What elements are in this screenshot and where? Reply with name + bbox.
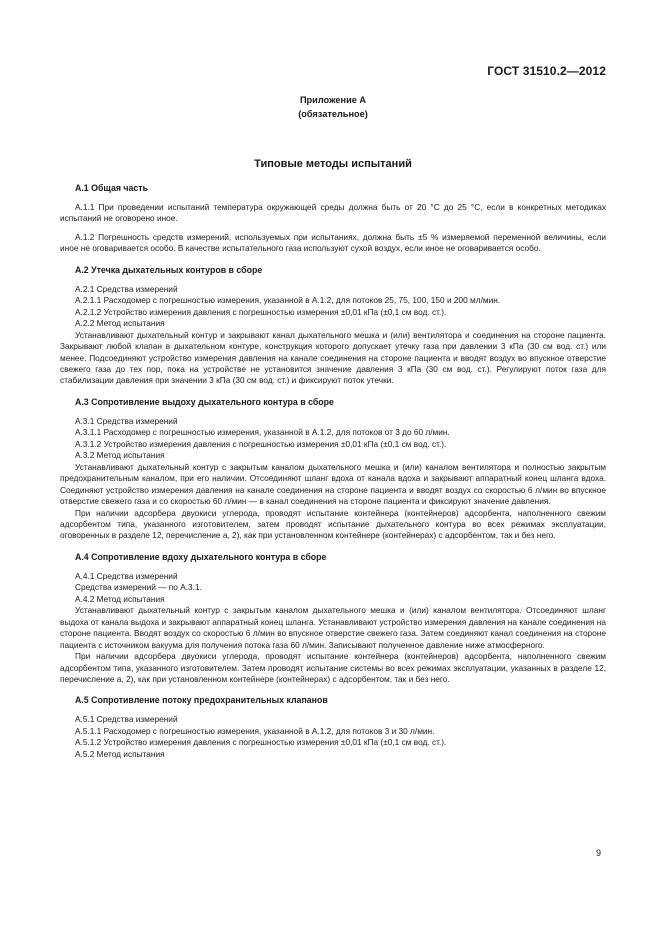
paragraph-a5-3: А.5.1.2 Устройство измерения давления с погрешностью измерения ±0,01 кПа (±0,1 см вод. ст.). <box>75 737 447 748</box>
paragraph-a4-3: А.4.2 Метод испытания <box>75 593 165 604</box>
paragraph-a5-2: А.5.1.1 Расходомер с погрешностью измерения, указанной в А.1.2, для потоков 3 и 30 л/мин. <box>75 725 435 736</box>
paragraph-a3-5: Устанавливают дыхательный контур с закрытым каналом дыхательного мешка и (или) каналом вентилятора и полностью закрытым предохранительным каналом, при его наличии. Отсоединяют шланг вдоха от канала вдоха и закрывают аппаратный конец шланга вдоха. Соединяют устройство измерения давления на канале соединения на стороне пациента и вводят воздух со скоростью 6 л/мин во впускное отверстие свежего газа и со скоростью 60 л/мин — в канал соединения на стороне пациента и фиксируют значение давления. <box>60 461 606 507</box>
page-number: 9 <box>595 848 601 858</box>
paragraph-a1-2: А.1.2 Погрешность средств измерений, используемых при испытаниях, должна быть ±5 % измеряемой переменной величины, если иное не оговаривается особо. В качестве испытательного газа используют сухой воздух, если иное не оговаривается особо. <box>60 231 606 254</box>
paragraph-a2-3: А.2.1.2 Устройство измерения давления с погрешностью измерения ±0,01 кПа (±0,1 см вод. ст.). <box>75 306 447 317</box>
paragraph-a5-4: А.5.2 Метод испытания <box>75 748 165 759</box>
paragraph-a1-1: А.1.1 При проведении испытаний температура окружающей среды должна быть от 20 °С до 25 °С, если в конкретных методиках испытаний не оговорено иное. <box>60 202 606 224</box>
paragraph-a2-5: Устанавливают дыхательный контур и закрывают канал дыхательного мешка и (или) вентилятора и соединения на стороне пациента. Закрывают любой клапан в дыхательном контуре, конструкция которого допускает утечку газа при давлении 3 кПа (30 см вод. ст.) или менее. Подсоединяют устройство измерения давления на канале соединения на стороне пациента и вводят воздух во впускное отверстие свежего газа до тех пор, пока на устройстве не установится значение давления 3 кПа (30 см вод. ст.). Регулируют поток газа для стабилизации давления при значении 3 кПа (30 см вод. ст.) и фиксируют поток утечки. <box>60 329 606 386</box>
section-heading-a1: А.1 Общая часть <box>75 183 149 193</box>
appendix-title: Приложение А <box>299 95 367 105</box>
appendix-status: (обязательное) <box>298 109 368 119</box>
paragraph-a3-4: А.3.2 Метод испытания <box>75 450 165 461</box>
appendix-header <box>60 93 606 121</box>
paragraph-a3-2: А.3.1.1 Расходомер с погрешностью измерения, указанной в А.1.2, для потоков от 3 до 60 л/мин. <box>75 427 450 438</box>
document-code: ГОСТ 31510.2—2012 <box>487 64 606 78</box>
section-heading-a4: А.4 Сопротивление вдоху дыхательного контура в сборе <box>75 551 327 562</box>
document-body <box>60 183 606 760</box>
paragraph-a3-1: А.3.1 Средства измерений <box>75 415 178 426</box>
paragraph-a4-4: Устанавливают дыхательный контур с закрытым каналом дыхательного мешка и (или) каналом вентилятора. Отсоединяют шланг выдоха от канала выдоха и закрывают аппаратный конец шланга. Устанавливают устройство измерения давления на канале соединения на стороне пациента. Вводят воздух со скоростью 6 л/мин во впускное отверстие свежего газа. Затем соединяют канал соединения на стороне пациента с источником вакуума для получения потока газа 60 л/мин. Записывают полученное давление ниже атмосферного. <box>60 605 606 650</box>
document-page <box>60 0 606 936</box>
paragraph-a4-2: Средства измерений — по А.3.1. <box>75 582 202 593</box>
section-heading-a5: А.5 Сопротивление потоку предохранительных клапанов <box>75 695 328 706</box>
section-heading-a3: А.3 Сопротивление выдоху дыхательного контура в сборе <box>75 396 334 407</box>
section-heading-a2: А.2 Утечка дыхательных контуров в сборе <box>75 264 263 275</box>
paragraph-a4-1: А.4.1 Средства измерений <box>75 570 178 581</box>
paragraph-a3-3: А.3.1.2 Устройство измерения давления с погрешностью измерения ±0,01 кПа (±0,1 см вод. ст.). <box>75 438 447 449</box>
main-title: Типовые методы испытаний <box>254 158 412 170</box>
paragraph-a3-6: При наличии адсорбера двуокиси углерода, проводят испытание контейнера (контейнеров) адсорбента, наполненного свежим адсорбентом типа, указанного изготовителем, затем проводят испытание дыхательного контура во всех режимах эксплуатации, оговоренных в разделе 12, перечисление а, 2), как при установленном контейнере (контейнерах) с адсорбентом, так и без него. <box>60 507 606 541</box>
paragraph-a2-1: А.2.1 Средства измерений <box>75 283 178 294</box>
paragraph-a2-2: А.2.1.1 Расходомер с погрешностью измерения, указанной в А.1.2, для потоков 25, 75, 100, 150 и 200 мл/мин. <box>75 295 501 306</box>
paragraph-a5-1: А.5.1 Средства измерений <box>75 714 178 725</box>
paragraph-a2-4: А.2.2 Метод испытания <box>75 318 165 329</box>
paragraph-a4-5: При наличии адсорбера двуокиси углерода, проводят испытание контейнера (контейнеров) адсорбента, наполненного свежим адсорбентом типа, указанного изготовителем. Затем проводят испытание системы во всех режимах эксплуатации, указанных в разделе 12, перечисление а, 2), как при установленном контейнере (контейнерах) с адсорбентом, так и без него. <box>60 651 606 684</box>
